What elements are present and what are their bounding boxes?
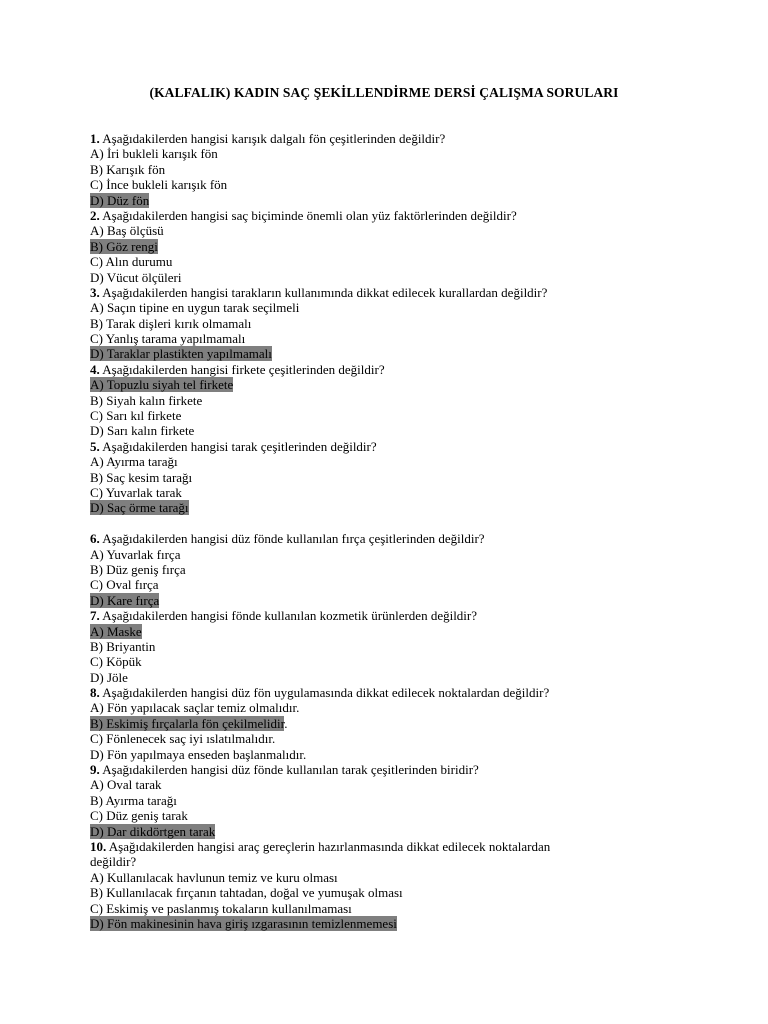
question-8 xyxy=(90,685,690,700)
question-4 xyxy=(90,362,690,377)
question-number: 1. xyxy=(90,131,100,146)
option-text: D) Fön yapılmaya enseden başlanmalıdır. xyxy=(90,746,307,762)
question-text: Aşağıdakilerden hangisi düz fönde kullanılan tarak çeşitlerinden biridir? xyxy=(102,762,479,778)
option-text: C) Düz geniş tarak xyxy=(90,808,188,824)
option-d xyxy=(90,270,690,285)
question-text: Aşağıdakilerden hangisi saç biçiminde önemli olan yüz faktörlerinden değildir? xyxy=(102,207,517,223)
question-text: Aşağıdakilerden hangisi tarakların kullanımında dikkat edilecek kurallardan değildir? xyxy=(102,284,548,300)
option-text: A) İri bukleli karışık fön xyxy=(90,146,218,162)
highlighted-answer: B) Göz rengi xyxy=(90,238,158,254)
option-text: B) Düz geniş fırça xyxy=(90,561,186,577)
option-d xyxy=(90,500,690,515)
option-text: C) Fönlenecek saç iyi ıslatılmalıdır. xyxy=(90,731,276,747)
option-d xyxy=(90,346,690,361)
option-text: D) Sarı kalın firkete xyxy=(90,423,195,439)
document-title: (KALFALIK) KADIN SAÇ ŞEKİLLENDİRME DERSİ ÇALIŞMA SORULARI xyxy=(149,85,619,100)
option-d xyxy=(90,747,690,762)
option-a xyxy=(90,377,690,392)
question-number: 4. xyxy=(90,361,100,377)
option-text: A) Yuvarlak fırça xyxy=(90,546,181,562)
option-c xyxy=(90,331,690,346)
highlighted-answer: A) Maske xyxy=(90,623,142,639)
question-list xyxy=(90,131,690,931)
option-text-tail: . xyxy=(284,715,288,731)
option-text: B) Karışık fön xyxy=(90,161,166,177)
option-text: B) Kullanılacak fırçanın tahtadan, doğal ve yumuşak olması xyxy=(90,885,403,901)
question-10-continued xyxy=(90,854,690,869)
highlighted-answer: D) Dar dikdörtgen tarak xyxy=(90,823,216,839)
option-a xyxy=(90,547,690,562)
blank-line xyxy=(90,516,690,531)
option-d xyxy=(90,193,690,208)
question-number: 3. xyxy=(90,284,100,300)
option-b xyxy=(90,793,690,808)
option-a xyxy=(90,870,690,885)
question-10 xyxy=(90,839,690,854)
option-text: A) Baş ölçüsü xyxy=(90,223,164,239)
option-a xyxy=(90,300,690,315)
question-2 xyxy=(90,208,690,223)
option-d xyxy=(90,593,690,608)
option-a xyxy=(90,624,690,639)
option-text: B) Siyah kalın firkete xyxy=(90,392,203,408)
option-b xyxy=(90,239,690,254)
option-text: C) Alın durumu xyxy=(90,254,173,270)
option-text: B) Ayırma tarağı xyxy=(90,792,177,808)
highlighted-answer: D) Kare fırça xyxy=(90,592,160,608)
question-text: Aşağıdakilerden hangisi karışık dalgalı fön çeşitlerinden değildir? xyxy=(102,131,446,146)
option-b xyxy=(90,393,690,408)
option-text: A) Fön yapılacak saçlar temiz olmalıdır. xyxy=(90,700,300,716)
question-number: 9. xyxy=(90,762,100,778)
option-d xyxy=(90,670,690,685)
question-number: 2. xyxy=(90,207,100,223)
option-d xyxy=(90,423,690,438)
option-c xyxy=(90,485,690,500)
option-a xyxy=(90,777,690,792)
option-d xyxy=(90,916,690,931)
option-a xyxy=(90,146,690,161)
question-6 xyxy=(90,531,690,546)
question-number: 8. xyxy=(90,685,100,701)
option-text: D) Jöle xyxy=(90,669,128,685)
option-b xyxy=(90,562,690,577)
option-text: D) Vücut ölçüleri xyxy=(90,269,182,285)
option-c xyxy=(90,808,690,823)
option-a xyxy=(90,454,690,469)
question-text: Aşağıdakilerden hangisi firkete çeşitlerinden değildir? xyxy=(102,361,385,377)
question-5 xyxy=(90,439,690,454)
option-c xyxy=(90,731,690,746)
highlighted-answer: D) Taraklar plastikten yapılmamalı xyxy=(90,346,272,362)
option-text: C) Köpük xyxy=(90,654,142,670)
option-text: C) Yuvarlak tarak xyxy=(90,484,182,500)
option-text: B) Tarak dişleri kırık olmamalı xyxy=(90,315,252,331)
question-text: Aşağıdakilerden hangisi araç gereçlerin hazırlanmasında dikkat edilecek noktalardan xyxy=(108,838,551,854)
option-b xyxy=(90,885,690,900)
question-text: değildir? xyxy=(90,854,137,870)
option-c xyxy=(90,254,690,269)
highlighted-answer: B) Eskimiş fırçalarla fön çekilmelidir xyxy=(90,715,285,731)
question-number: 10. xyxy=(90,838,107,854)
option-c xyxy=(90,577,690,592)
option-b xyxy=(90,316,690,331)
option-text: C) Oval fırça xyxy=(90,577,159,593)
highlighted-answer: D) Fön makinesinin hava giriş ızgarasının temizlenmemesi xyxy=(90,915,397,931)
option-c xyxy=(90,177,690,192)
option-c xyxy=(90,654,690,669)
option-text: B) Saç kesim tarağı xyxy=(90,469,193,485)
highlighted-answer: D) Saç örme tarağı xyxy=(90,500,189,516)
option-text: B) Briyantin xyxy=(90,638,156,654)
highlighted-answer: D) Düz fön xyxy=(90,192,150,208)
option-c xyxy=(90,901,690,916)
option-a xyxy=(90,223,690,238)
question-1 xyxy=(90,131,690,146)
question-number: 5. xyxy=(90,438,100,454)
question-text: Aşağıdakilerden hangisi fönde kullanılan kozmetik ürünlerden değildir? xyxy=(102,608,478,624)
option-text: A) Saçın tipine en uygun tarak seçilmeli xyxy=(90,300,300,316)
option-c xyxy=(90,408,690,423)
question-3 xyxy=(90,285,690,300)
question-number: 6. xyxy=(90,531,100,547)
question-text: Aşağıdakilerden hangisi düz fönde kullanılan fırça çeşitlerinden değildir? xyxy=(102,531,485,547)
question-7 xyxy=(90,608,690,623)
option-text: C) Eskimiş ve paslanmış tokaların kullanılmaması xyxy=(90,900,352,916)
highlighted-answer: A) Topuzlu siyah tel firkete xyxy=(90,377,234,393)
option-text: A) Oval tarak xyxy=(90,777,162,793)
option-b xyxy=(90,162,690,177)
question-text: Aşağıdakilerden hangisi tarak çeşitlerinden değildir? xyxy=(102,438,377,454)
question-9 xyxy=(90,762,690,777)
question-number: 7. xyxy=(90,608,100,624)
option-d xyxy=(90,824,690,839)
option-b xyxy=(90,470,690,485)
option-text: C) Sarı kıl firkete xyxy=(90,408,182,424)
option-text: A) Ayırma tarağı xyxy=(90,454,178,470)
option-b xyxy=(90,639,690,654)
question-text: Aşağıdakilerden hangisi düz fön uygulamasında dikkat edilecek noktalardan değildir? xyxy=(102,685,550,701)
option-b xyxy=(90,716,690,731)
option-a xyxy=(90,700,690,715)
option-text: A) Kullanılacak havlunun temiz ve kuru olması xyxy=(90,869,338,885)
option-text: C) Yanlış tarama yapılmamalı xyxy=(90,331,246,347)
option-text: C) İnce bukleli karışık fön xyxy=(90,177,228,193)
